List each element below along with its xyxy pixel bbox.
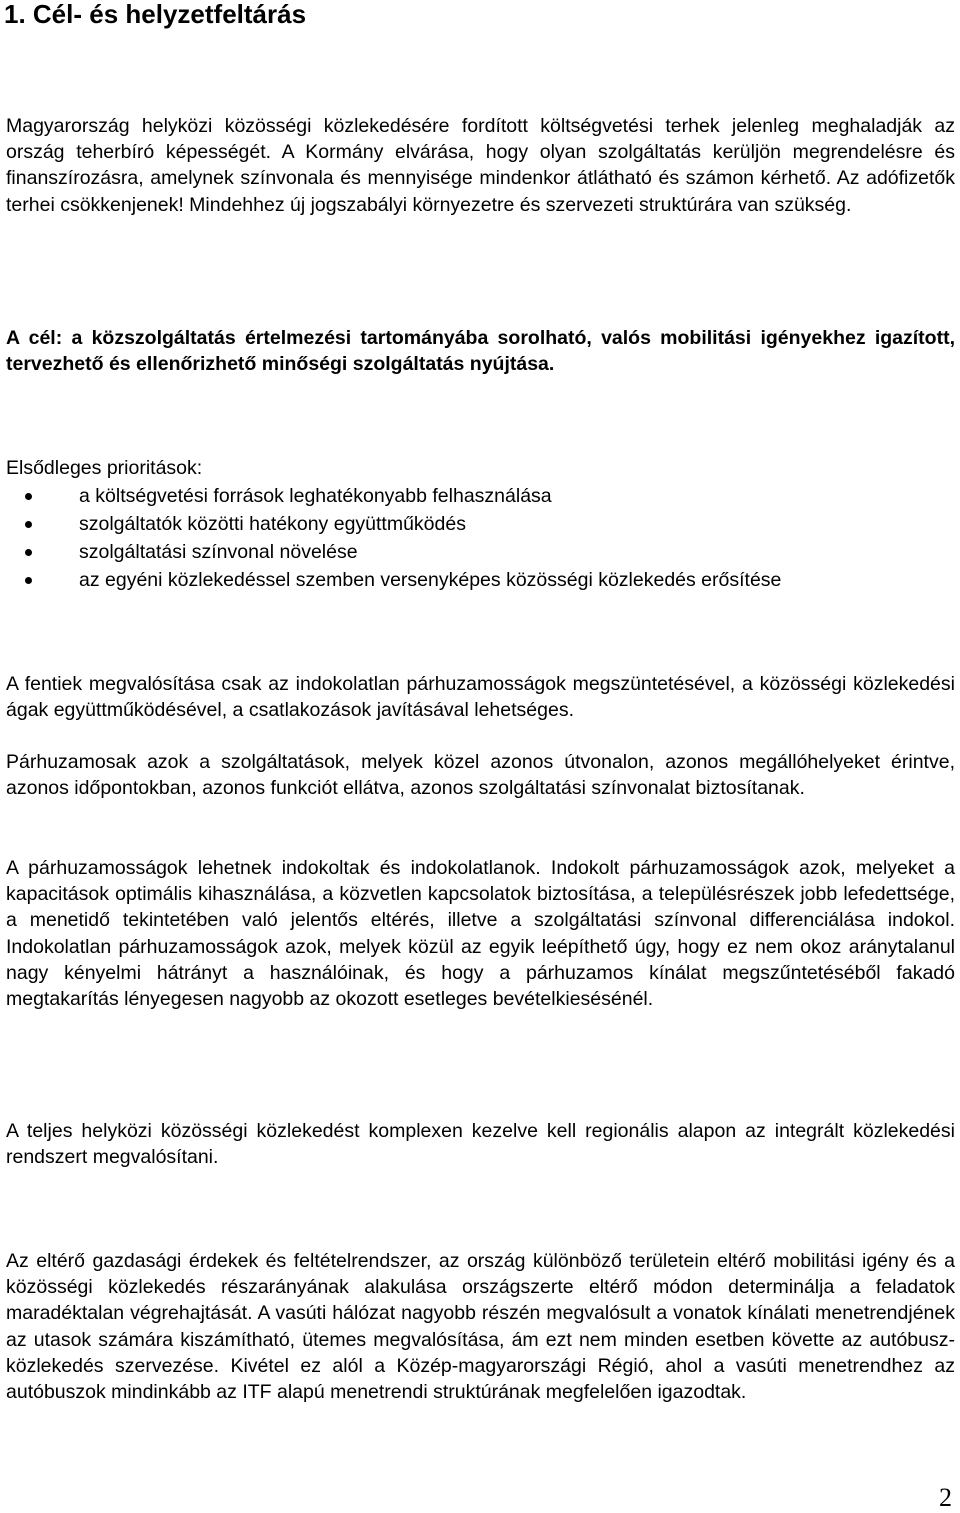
paragraph-goal: A cél: a közszolgáltatás értelmezési tartományába sorolható, valós mobilitási igényekhez igazított, tervezhető és ellenőrizhető minőségi szolgáltatás nyújtása. — [6, 327, 955, 376]
bullet-icon — [25, 549, 32, 556]
bullet-icon — [25, 493, 32, 500]
paragraph-justified-parallels: A párhuzamosságok lehetnek indokoltak és indokolatlanok. Indokolt párhuzamosságok azok, melyeket a kapacitások optimális kihasználása, a közvetlen kapcsolatok biztosítása, a településrészek jobb lefedettsége, a menetidő tekintetében való jelentős eltérés, illetve a szolgáltatási színvonal differenciálása indokol. Indokolatlan párhuzamosságok azok, melyek közül az egyik leépíthető úgy, hogy ez nem okoz aránytalanul nagy kényelmi hátrányt a használóinak, és hogy a párhuzamos kínálat megszűntetéséből fakadó megtakarítás lényegesen nagyobb az okozott esetleges bevételkiesésénél. — [6, 857, 955, 1011]
priority-item-text: szolgáltatók közötti hatékony együttműködés — [79, 513, 466, 535]
paragraph-integrated-system: A teljes helyközi közösségi közlekedést komplexen kezelve kell regionális alapon az integrált közlekedési rendszert megvalósítani. — [6, 1120, 955, 1169]
priority-item — [0, 538, 960, 566]
priorities-list — [0, 482, 960, 594]
priority-item-text: a költségvetési források leghatékonyabb felhasználása — [79, 485, 552, 507]
bullet-icon — [25, 577, 32, 584]
priorities-intro: Elsődleges prioritások: — [6, 457, 203, 479]
page-number: 2 — [939, 1483, 952, 1512]
section-heading: 1. Cél- és helyzetfeltárás — [4, 0, 307, 29]
priority-item — [0, 566, 960, 594]
priority-item-text: szolgáltatási színvonal növelése — [79, 541, 358, 563]
priority-item-text: az egyéni közlekedéssel szemben versenyképes közösségi közlekedés erősítése — [79, 569, 782, 591]
paragraph-implementation: A fentiek megvalósítása csak az indokolatlan párhuzamosságok megszüntetésével, a közösségi közlekedési ágak együttműködésével, a csatlakozások javításával lehetséges. — [6, 673, 955, 722]
priority-item — [0, 482, 960, 510]
priority-item — [0, 510, 960, 538]
paragraph-parallel-definition: Párhuzamosak azok a szolgáltatások, melyek közel azonos útvonalon, azonos megállóhelyeket érintve, azonos időpontokban, azonos funkciót ellátva, azonos szolgáltatási színvonalat biztosítanak. — [6, 751, 955, 800]
paragraph-regional-differences: Az eltérő gazdasági érdekek és feltételrendszer, az ország különböző területein eltérő mobilitási igény és a közösségi közlekedés részarányának alakulása országszerte eltérő módon determinálja a feladatok maradéktalan végrehajtását. A vasúti hálózat nagyobb részén megvalósult a vonatok kínálati menetrendjének az utasok számára kiszámítható, ütemes megvalósítása, ám ezt nem minden esetben követte az autóbusz-közlekedés szervezése. Kivétel ez alól a Közép-magyarországi Régió, ahol a vasúti menetrendhez az autóbuszok mindinkább az ITF alapú menetrendi struktúrának megfelelően igazodtak. — [6, 1250, 955, 1404]
paragraph-budget-burden: Magyarország helyközi közösségi közlekedésére fordított költségvetési terhek jelenleg meghaladják az ország teherbíró képességét. A Kormány elvárása, hogy olyan szolgáltatás kerüljön megrendelésre és finanszírozásra, amelynek színvonala és mennyisége mindenkor átlátható és számon kérhető. Az adófizetők terhei csökkenjenek! Mindehhez új jogszabályi környezetre és szervezeti struktúrára van szükség. — [6, 115, 955, 216]
bullet-icon — [25, 521, 32, 528]
